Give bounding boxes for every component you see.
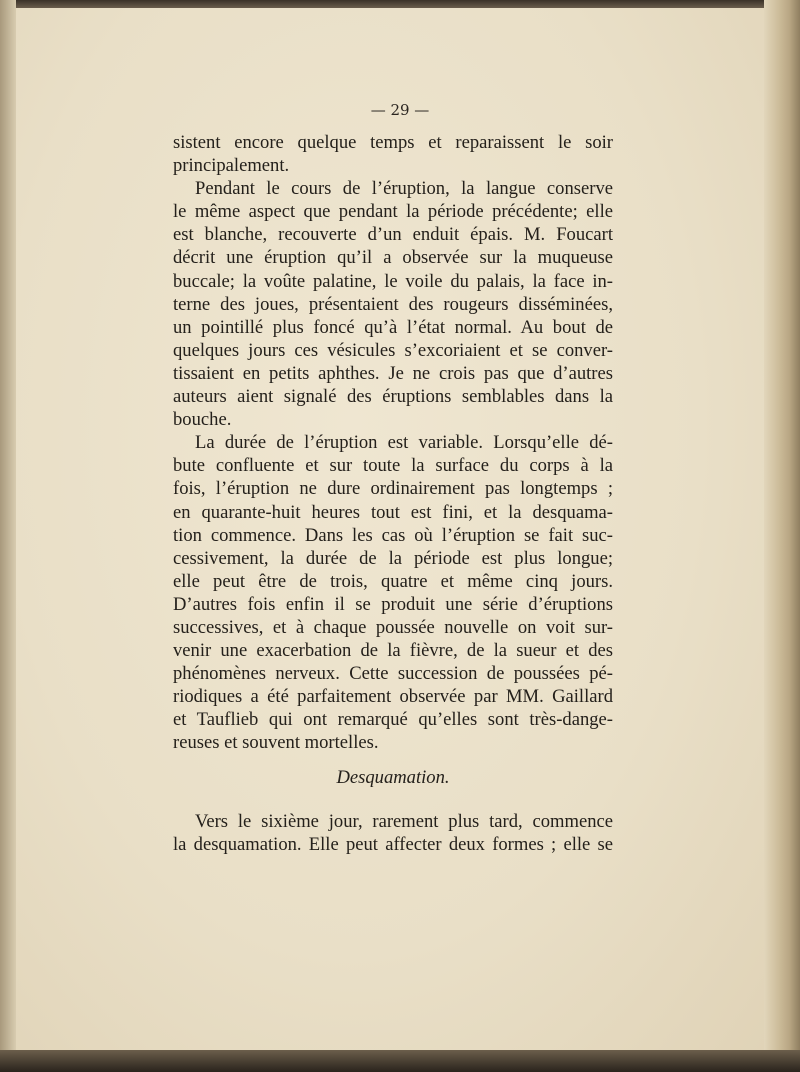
body-text [173,131,613,856]
text-line: décrit une éruption qu’il a observée sur la muqueuse [173,247,613,269]
text-line: en quarante-huit heures tout est fini, et la desquama- [173,501,613,523]
text-line: la desquamation. Elle peut affecter deux formes ; elle se [173,833,613,855]
top-edge [0,0,800,8]
text-line: successives, et à chaque poussée nouvelle on voit sur- [173,616,613,638]
text-line: et Tauflieb qui ont remarqué qu’elles sont très-dange- [173,709,613,731]
text-line: La durée de l’éruption est variable. Lorsqu’elle dé- [195,432,613,454]
text-line: cessivement, la durée de la période est plus longue; [173,547,613,569]
text-line: fois, l’éruption ne dure ordinairement pas longtemps ; [173,478,613,500]
page-number: — 29 — [370,101,430,119]
text-line: principalement. [173,155,290,177]
text-line: Pendant le cours de l’éruption, la langue conserve [195,178,613,200]
text-line: sistent encore quelque temps et reparaissent le soir [173,132,613,153]
text-line: terne des joues, présentaient des rougeurs disséminées, [173,293,613,315]
text-line: riodiques a été parfaitement observée par MM. Gaillard [173,686,613,708]
text-line: auteurs aient signalé des éruptions semblables dans la [173,386,613,408]
text-line: reuses et souvent mortelles. [173,732,379,754]
text-line: le même aspect que pendant la période précédente; elle [173,201,613,223]
text-line: est blanche, recouverte d’un enduit épais. M. Foucart [173,224,613,246]
bottom-edge [0,1050,800,1072]
text-line: bouche. [173,409,232,431]
text-line: tion commence. Dans les cas où l’éruption se fait suc- [173,524,613,546]
text-line: venir une exacerbation de la fièvre, de la sueur et des [173,640,613,662]
text-line: phénomènes nerveux. Cette succession de poussées pé- [173,663,613,685]
text-line: quelques jours ces vésicules s’excoriaient et se conver- [173,339,613,361]
text-line: elle peut être de trois, quatre et même cinq jours. [173,570,613,592]
text-line: bute confluente et sur toute la surface du corps à la [173,455,613,477]
text-line: un pointillé plus foncé qu’à l’état normal. Au bout de [173,316,613,338]
text-line: D’autres fois enfin il se produit une série d’éruptions [173,593,613,615]
left-edge [0,0,16,1072]
text-line: tissaient en petits aphthes. Je ne crois pas que d’autres [173,362,613,384]
text-line: Vers le sixième jour, rarement plus tard, commence [195,810,613,832]
section-heading: Desquamation. [336,766,450,788]
binding-fold [764,0,800,1072]
text-line: buccale; la voûte palatine, le voile du palais, la face in- [173,270,613,292]
